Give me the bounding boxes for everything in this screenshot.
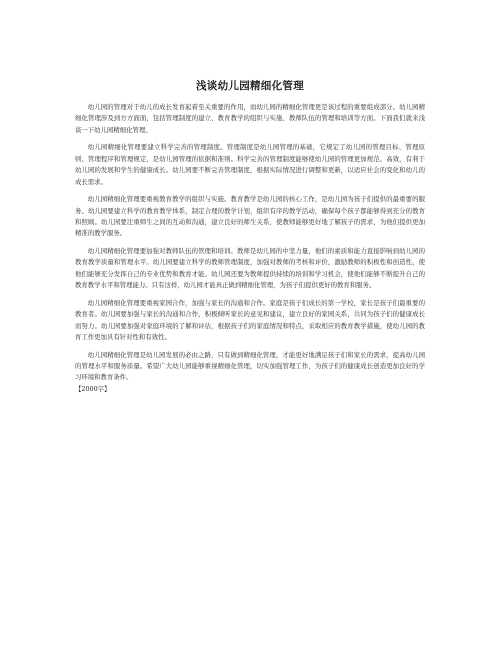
paragraph-3: 幼儿园精细化管理要重视教育教学的组织与实施。教育教学是幼儿园的核心工作，是幼儿园为孩子们提供的最重要的服务。幼儿园要建立科学的教育教学体系，制定合理的教学计划，组织有序的教学活动，确保每个孩子都能够得到充分的教育和照顾。幼儿园要注重师生之间的互动和沟通，建立良好的师生关系，使教师能够更好地了解孩子的需求，为他们提供更加精准的教学服务。: [75, 195, 425, 238]
paragraph-5: 幼儿园精细化管理要重视家园合作，加强与家长的沟通和合作。家庭是孩子们成长的第一学校，家长是孩子们最重要的教育者。幼儿园要加强与家长的沟通和合作，积极倾听家长的意见和建议，建立良好的家园关系，共同为孩子们的健康成长而努力。幼儿园要加强对家庭环境的了解和评估，根据孩子们的家庭情况和特点，采取相应的教育教学措施，使幼儿园的教育工作更加具有针对性和有效性。: [75, 298, 425, 342]
paragraph-6: 幼儿园精细化管理是幼儿园发展的必由之路，只有做到精细化管理，才能更好地满足孩子们和家长的需求，提高幼儿园的管理水平和服务质量。希望广大幼儿园能够重视精细化管理，切实加强管理工作，为孩子们的健康成长创造更加良好的学习环境和教育条件。: [75, 350, 425, 382]
paragraph-4: 幼儿园精细化管理要加强对教师队伍的管理和培训。教师是幼儿园的中坚力量，他们的素质和能力直接影响到幼儿园的教育教学质量和管理水平。幼儿园要建立科学的教师管理制度，加强对教师的考核和评价，激励教师的积极性和创造性，使他们能够充分发挥自己的专业优势和教育才能。幼儿园还要为教师提供持续的培训和学习机会，使他们能够不断提升自己的教育教学水平和管理能力。只有这样，幼儿园才能真正做到精细化管理，为孩子们提供更好的教育和服务。: [75, 247, 425, 290]
word-count: 【2000字】: [75, 384, 111, 393]
document-title: 浅谈幼儿园精细化管理: [196, 80, 304, 92]
document-page: [75, 80, 425, 395]
paragraph-2: 幼儿园精细化管理要建立科学完善的管理制度。管理制度是幼儿园管理的基础，它规定了幼儿园的管理目标、管理原则、管理程序和管理规定，是幼儿园管理的依据和准则。科学完善的管理制度能够使幼儿园的管理更加规范、高效，有利于幼儿园的发展和学生的健康成长。幼儿园要不断完善管理制度，根据实际情况进行调整和更新，以适应社会的变化和幼儿的成长需求。: [75, 143, 425, 186]
paragraph-1: 幼儿园的管理对于幼儿的成长发育起着至关重要的作用，而幼儿园的精细化管理更是该过程的重要组成部分。幼儿园精细化管理涉及到方方面面，包括管理制度的建立、教育教学的组织与实施、教师队伍的管理和培训等方面。下面我们就来浅谈一下幼儿园精细化管理。: [75, 103, 425, 134]
